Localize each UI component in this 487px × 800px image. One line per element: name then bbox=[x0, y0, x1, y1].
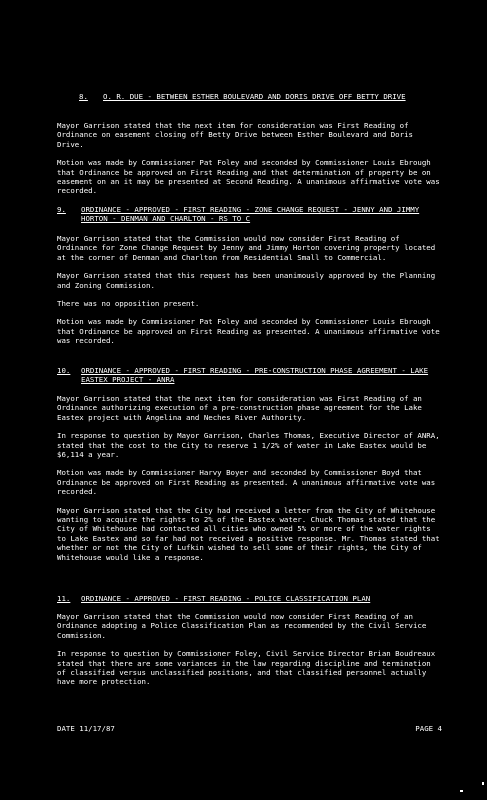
paragraph: Mayor Garrison stated that the next item for consideration was First Reading of Ordinance on easement closing off Betty Drive between Esther Boulevard and Doris Drive. bbox=[57, 121, 418, 149]
section-title: ORDINANCE - APPROVED - FIRST READING - ZONE CHANGE REQUEST - JENNY AND JIMMY HORTON - DENMAN AND CHARLTON - RS TO C bbox=[81, 205, 420, 224]
section-title: O. R. DUE - BETWEEN ESTHER BOULEVARD AND DORIS DRIVE OFF BETTY DRIVE bbox=[103, 92, 406, 101]
section-title: ORDINANCE - APPROVED - FIRST READING - POLICE CLASSIFICATION PLAN bbox=[81, 594, 371, 603]
section-number: 10. bbox=[57, 366, 71, 375]
section-title: ORDINANCE - APPROVED - FIRST READING - PRE-CONSTRUCTION PHASE AGREEMENT - LAKE EASTEX PROJECT - ANRA bbox=[81, 366, 429, 385]
paragraph: Motion was made by Commissioner Pat Foley and seconded by Commissioner Louis Ebrough that Ordinance be approved on First Reading and that determination of property be on easement on an it may be presented at Second Reading. A unanimous affirmative vote was recorded. bbox=[57, 158, 445, 196]
paragraph: Mayor Garrison stated that the City had received a letter from the City of Whitehouse wanting to acquire the rights to 2% of the Eastex water. Chuck Thomas stated that the City of Whitehouse had contacted all cities who owned 5% or more of the water rights to Lake Eastex and so far had not received a positive response. Mr. Thomas stated that whether or not the City of Lufkin wished to sell some of their rights, the City of Whitehouse would like a response. bbox=[57, 505, 445, 562]
section-number: 9. bbox=[57, 205, 66, 214]
paragraph: Motion was made by Commissioner Pat Foley and seconded by Commissioner Louis Ebrough that Ordinance be approved on First Reading as presented. A unanimous affirmative vote was recorded. bbox=[57, 317, 445, 346]
section-body-8 bbox=[57, 121, 445, 196]
section-body-10 bbox=[57, 394, 445, 562]
section-heading-11 bbox=[57, 594, 442, 603]
section-body-11 bbox=[57, 612, 442, 687]
paragraph: Mayor Garrison stated that the next item for consideration was First Reading of an Ordinance authorizing execution of a pre-construction phase agreement for the Lake Eastex project with Angelina and Neches River Authority. bbox=[57, 394, 427, 422]
footer-date: DATE 11/17/87 bbox=[57, 724, 115, 733]
paragraph: Mayor Garrison stated that the Commission would now consider First Reading of Ordinance for Zone Change Request by Jenny and Jimmy Horton covering property located at the corner of Denman and Charlton from Residential Small to Commercial. bbox=[57, 234, 440, 262]
section-body-9 bbox=[57, 234, 445, 346]
section-heading-10 bbox=[57, 366, 442, 385]
scan-speck bbox=[482, 782, 484, 785]
paragraph: Mayor Garrison stated that this request has been unanimously approved by the Planning and Zoning Commission. bbox=[57, 271, 440, 290]
scan-speck bbox=[460, 790, 463, 792]
paragraph: In response to question by Commissioner Foley, Civil Service Director Brian Boudreaux stated that there are some variances in the law regarding discipline and termination of classified versus unclassified positions, and that classified personnel actually have more protection. bbox=[57, 649, 440, 687]
section-number: 11. bbox=[57, 594, 71, 603]
paragraph: There was no opposition present. bbox=[57, 299, 200, 309]
paragraph: Motion was made by Commissioner Harvy Boyer and seconded by Commissioner Boyd that Ordinance be approved on First Reading as presented. A unanimous affirmative vote was recorded. bbox=[57, 468, 440, 497]
section-heading-8 bbox=[57, 92, 442, 101]
paragraph: Mayor Garrison stated that the Commission would now consider First Reading of an Ordinance adopting a Police Classification Plan as recommended by the Civil Service Commission. bbox=[57, 612, 431, 640]
paragraph: In response to question by Mayor Garrison, Charles Thomas, Executive Director of ANRA, stated that the cost to the City to reserve 1 1/2% of water in Lake Eastex would be $6,114 a year. bbox=[57, 431, 445, 460]
section-heading-9 bbox=[57, 205, 442, 224]
footer-page-number: PAGE 4 bbox=[415, 724, 442, 733]
section-number: 8. bbox=[79, 92, 88, 101]
page-footer bbox=[57, 724, 442, 733]
